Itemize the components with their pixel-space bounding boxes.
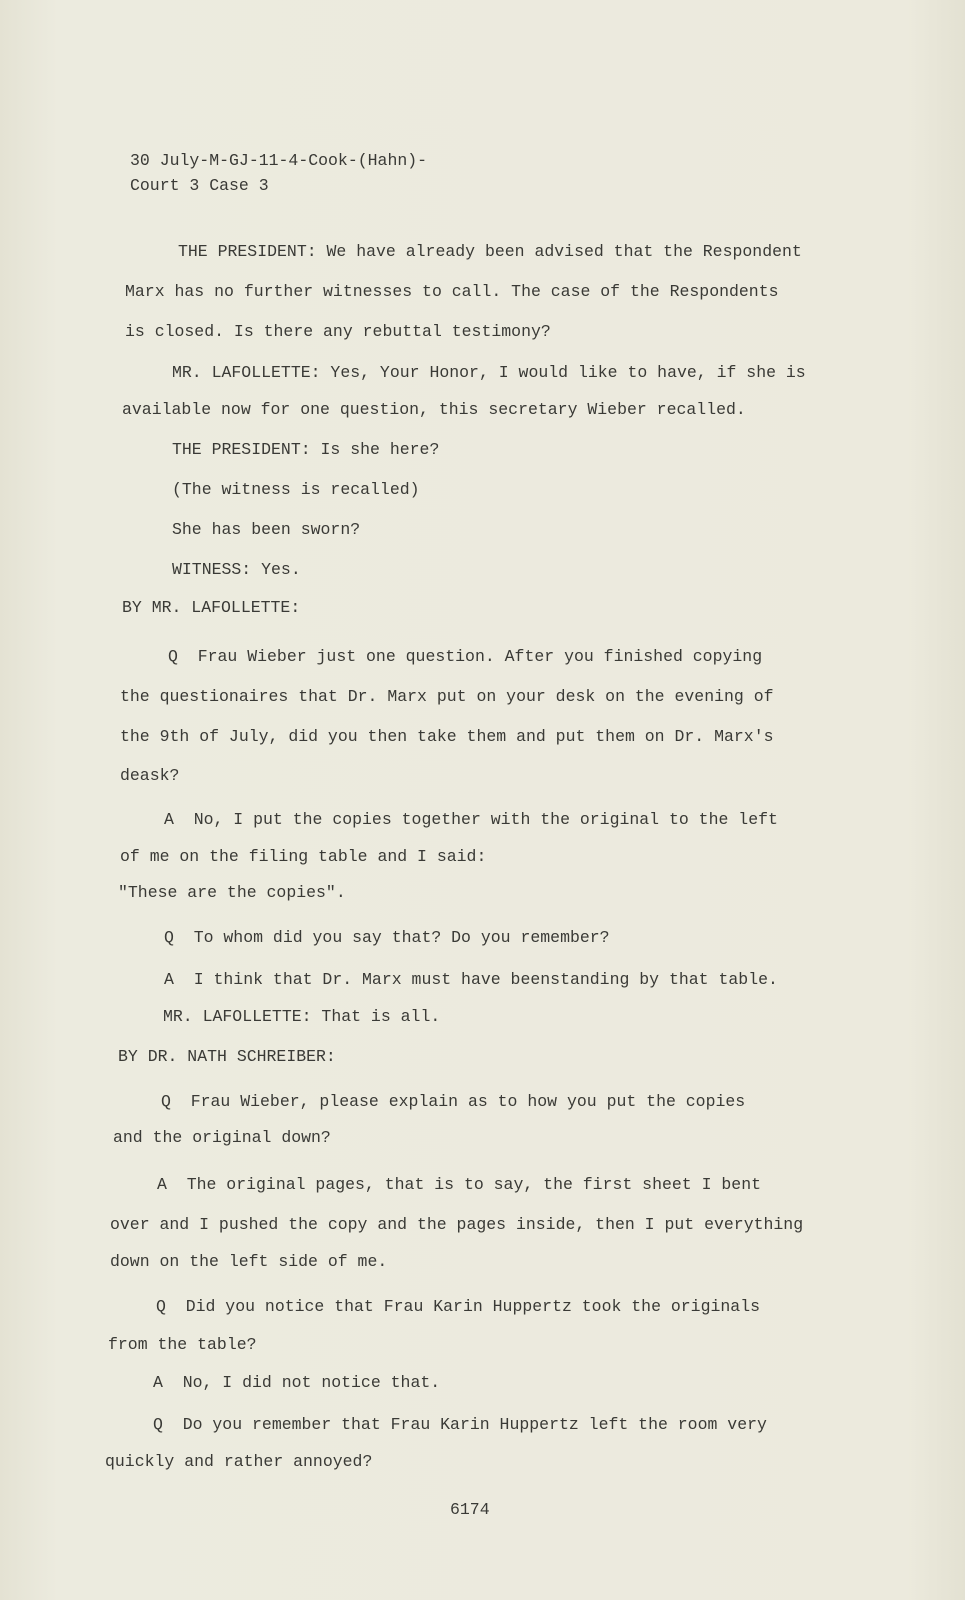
- header-line-1: 30 July-M-GJ-11-4-Cook-(Hahn)-: [130, 151, 428, 170]
- transcript-line: and the original down?: [113, 1128, 331, 1147]
- transcript-line: over and I pushed the copy and the pages inside, then I put everything: [110, 1215, 804, 1234]
- transcript-line: She has been sworn?: [172, 520, 361, 539]
- transcript-line: quickly and rather annoyed?: [105, 1452, 373, 1471]
- transcript-line: Q Do you remember that Frau Karin Huppertz left the room very: [153, 1415, 767, 1434]
- transcript-line: of me on the filing table and I said:: [120, 847, 487, 866]
- transcript-line: Q Frau Wieber just one question. After you finished copying: [168, 647, 763, 666]
- transcript-line: A No, I did not notice that.: [153, 1373, 441, 1392]
- transcript-line: Q Did you notice that Frau Karin Huppertz took the originals: [156, 1297, 760, 1316]
- transcript-line: available now for one question, this secretary Wieber recalled.: [122, 400, 746, 419]
- transcript-line: BY DR. NATH SCHREIBER:: [118, 1047, 336, 1066]
- transcript-line: down on the left side of me.: [110, 1252, 388, 1271]
- transcript-line: the 9th of July, did you then take them and put them on Dr. Marx's: [120, 727, 774, 746]
- transcript-line: (The witness is recalled): [172, 480, 420, 499]
- transcript-line: Marx has no further witnesses to call. The case of the Respondents: [125, 282, 779, 301]
- transcript-line: is closed. Is there any rebuttal testimony?: [125, 322, 551, 341]
- transcript-line: the questionaires that Dr. Marx put on your desk on the evening of: [120, 687, 774, 706]
- page-number: 6174: [450, 1500, 490, 1519]
- transcript-line: WITNESS: Yes.: [172, 560, 301, 579]
- transcript-line: MR. LAFOLLETTE: That is all.: [163, 1007, 441, 1026]
- transcript-line: THE PRESIDENT: Is she here?: [172, 440, 440, 459]
- header-line-2: Court 3 Case 3: [130, 176, 269, 195]
- transcript-line: BY MR. LAFOLLETTE:: [122, 598, 301, 617]
- transcript-line: from the table?: [108, 1335, 257, 1354]
- transcript-line: THE PRESIDENT: We have already been advised that the Respondent: [178, 242, 802, 261]
- transcript-line: A The original pages, that is to say, the first sheet I bent: [157, 1175, 761, 1194]
- transcript-line: A No, I put the copies together with the original to the left: [164, 810, 778, 829]
- transcript-line: deask?: [120, 766, 180, 785]
- transcript-line: MR. LAFOLLETTE: Yes, Your Honor, I would like to have, if she is: [172, 363, 806, 382]
- transcript-line: A I think that Dr. Marx must have beenstanding by that table.: [164, 970, 778, 989]
- transcript-line: "These are the copies".: [118, 883, 346, 902]
- transcript-line: Q Frau Wieber, please explain as to how you put the copies: [161, 1092, 746, 1111]
- transcript-line: Q To whom did you say that? Do you remember?: [164, 928, 610, 947]
